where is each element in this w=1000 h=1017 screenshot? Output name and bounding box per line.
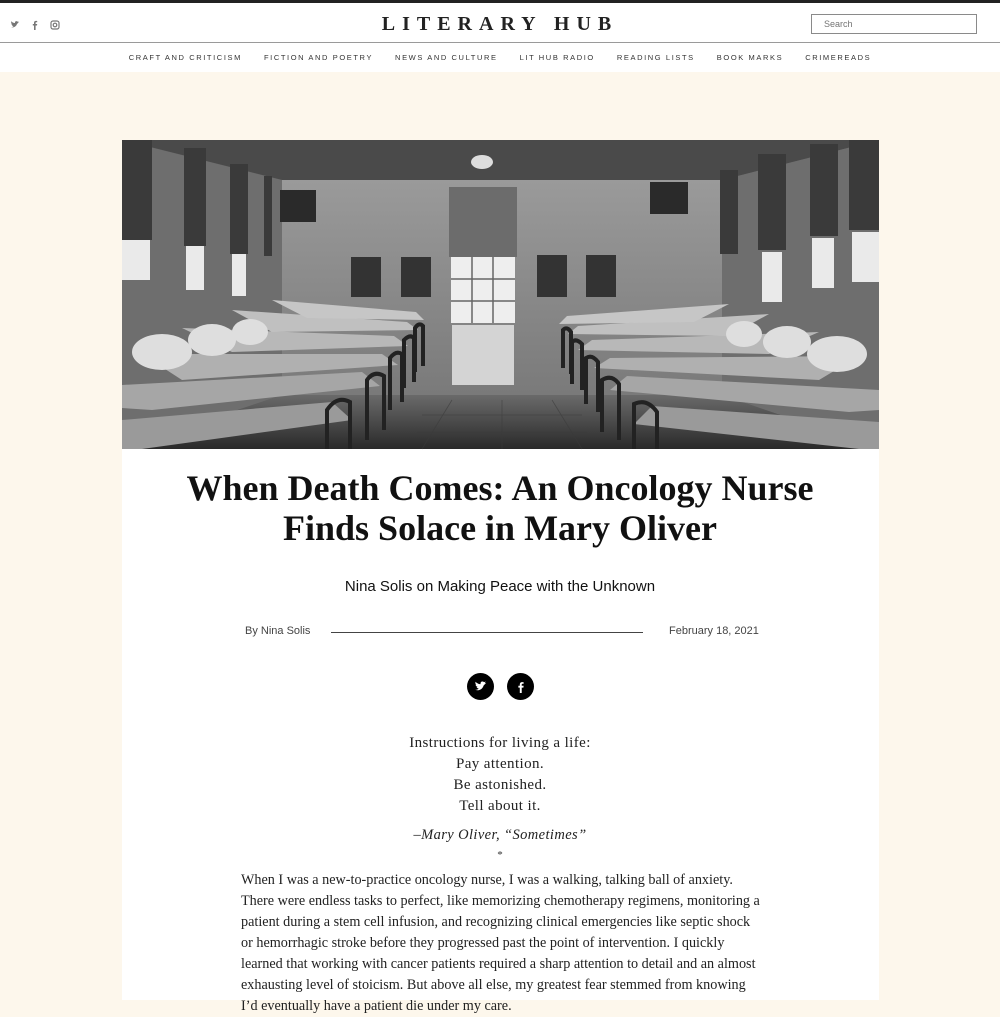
search-input[interactable] [811,14,977,34]
article-subtitle: Nina Solis on Making Peace with the Unknown [344,578,656,595]
nav-item-lit-hub-radio[interactable]: LIT HUB RADIO [519,53,595,62]
nav-item-news-and-culture[interactable]: NEWS AND CULTURE [395,53,498,62]
byline-divider [331,632,643,633]
epigraph-line: Instructions for living a life: [409,735,591,751]
article-body [241,870,761,1017]
site-header [0,0,1000,43]
section-separator: * [497,849,503,861]
epigraph-line: Tell about it. [459,798,541,814]
site-logo[interactable]: LITERARY HUB [381,13,619,35]
epigraph [0,733,1000,817]
main-nav [0,43,1000,72]
publish-date: February 18, 2021 [669,625,759,637]
byline[interactable]: By Nina Solis [245,625,311,637]
share-facebook-button[interactable] [507,673,534,700]
epigraph-line: Be astonished. [453,777,547,793]
share-twitter-button[interactable] [467,673,494,700]
facebook-icon [515,681,527,693]
nav-item-reading-lists[interactable]: READING LISTS [616,53,695,62]
article-title-line-1: When Death Comes: An Oncology Nurse [186,468,814,508]
twitter-icon [474,680,487,693]
article-title [0,468,1000,548]
hero-image [122,140,879,449]
article-title-line-2: Finds Solace in Mary Oliver [283,508,717,548]
nav-item-crimereads[interactable]: CRIMEREADS [805,53,872,62]
epigraph-line: Pay attention. [455,756,545,772]
body-paragraph: When I was a new-to-practice oncology nurse, I was a walking, talking ball of anxiety. There were endless tasks to perfect, like memorizing chemotherapy regimens, monitoring a patient during a stem cell infusion, and recognizing clinical emergencies like septic shock or hemorrhagic stroke before they progressed past the point of intervention. I quickly learned that working with cancer patients required a sharp attention to detail and an almost exhausting level of stoicism. But above all else, my greatest fear stemmed from knowing I’d eventually have a patient die under my care. [241,872,760,1014]
epigraph-attribution: –Mary Oliver, “Sometimes” [413,827,587,843]
nav-item-fiction-and-poetry[interactable]: FICTION AND POETRY [263,53,374,62]
nav-item-book-marks[interactable]: BOOK MARKS [716,53,784,62]
nav-item-craft-and-criticism[interactable]: CRAFT AND CRITICISM [128,53,242,62]
